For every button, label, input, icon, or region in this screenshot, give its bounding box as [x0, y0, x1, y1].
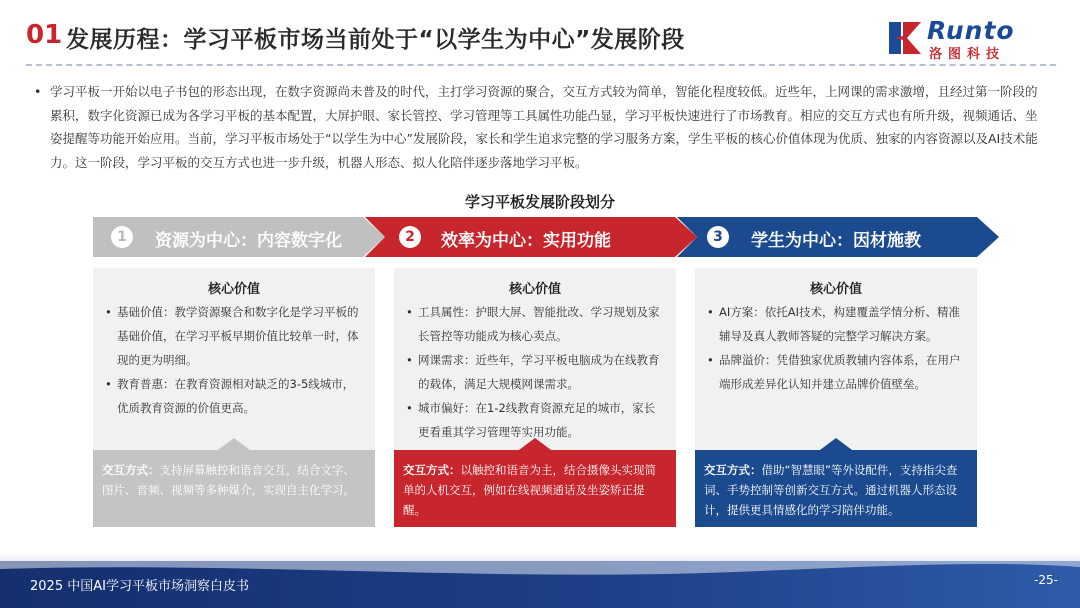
stage-2-header [365, 217, 697, 257]
interaction-text [704, 460, 968, 520]
page-footer [0, 561, 1080, 608]
interaction-text [403, 460, 667, 520]
pointer-triangle [820, 438, 852, 450]
list-item: • 基础价值：教学资源聚合和数字化是学习平板的基础价值，在学习平板早期价值比较单一时，体现的更为明细。 [105, 305, 359, 367]
list-item-text: 工具属性：护眼大屏、智能批改、学习规划及家长管控等功能成为核心卖点。 [418, 305, 660, 343]
intro-text: 学习平板一开始以电子书包的形态出现，在数字资源尚未普及的时代，主打学习资源的聚合，交互方式较为简单，智能化程度较低。近些年，上网课的需求激增，且经过第一阶段的累积，数字化资源已成为各学习平板的基本配置，大屏护眼、家长管控、学习管理等工具属性功能凸显，学习平板快速进行了市场教育。相应的交互方式也有所升级，视频通话、坐姿提醒等功能开始应用。当前，学习平板市场处于“以学生为中心”发展阶段，家长和学生追求完整的学习服务方案，学生平板的核心价值体现为优质、独家的内容资源以及AI技术能力。这一阶段，学习平板的交互方式也进一步升级，机器人形态、拟人化陪伴逐步落地学习平板。 [50, 84, 1038, 170]
section-number: 01 [26, 20, 63, 50]
logo-mark-icon [887, 20, 923, 56]
bullet-icon: • [34, 84, 42, 99]
interaction-description: 以触控和语音为主，结合摄像头实现简单的人机交互，例如在线视频通话及坐姿矫正提醒。 [403, 463, 656, 517]
stage-2-number: 2 [399, 226, 421, 248]
header-divider [26, 64, 1056, 66]
stage-1-card [93, 268, 375, 527]
stage-2-label: 效率为中心：实用功能 [441, 231, 611, 251]
value-list [404, 300, 666, 444]
stage-3-number: 3 [707, 226, 729, 248]
intro-paragraph [34, 80, 1044, 174]
brand-logo [887, 18, 1052, 60]
page-title: 发展历程：学习平板市场当前处于“以学生为中心”发展阶段 [66, 27, 685, 53]
stage-3-label: 学生为中心：因材施教 [751, 231, 921, 251]
stage-3-card [695, 268, 977, 527]
list-item-text: 基础价值：教学资源聚合和数字化是学习平板的基础价值，在学习平板早期价值比较单一时，体现的更为明细。 [117, 305, 359, 367]
interaction-description: 支持屏幕触控和语音交互，结合文字、图片、音频、视频等多种媒介，实现自主化学习。 [102, 463, 355, 497]
list-item: • AI方案：依托AI技术，构建覆盖学情分析、精准辅导及真人教师答疑的完整学习解决方案。 [707, 305, 961, 343]
stage-3-header [677, 217, 999, 257]
interaction-label: 交互方式： [403, 463, 461, 477]
list-item: • 城市偏好：在1-2线教育资源充足的城市，家长更看重其学习管理等实用功能。 [406, 401, 656, 439]
interaction-description: 借助“智慧眼”等外设配件，支持指尖查词、手势控制等创新交互方式。通过机器人形态设计，提供更具情感化的学习陪伴功能。 [704, 463, 958, 517]
interaction-panel [394, 450, 676, 527]
stage-2-card [394, 268, 676, 527]
logo-text-en: Runto [927, 16, 1015, 45]
interaction-label: 交互方式： [704, 463, 762, 477]
stage-1-number: 1 [111, 226, 133, 248]
page-number: -25- [1034, 573, 1058, 587]
list-item: • 网课需求：近些年，学习平板电脑成为在线教育的载体，满足大规模网课需求。 [406, 353, 660, 391]
list-item: • 品牌溢价：凭借独家优质教辅内容体系，在用户端形成差异化认知并建立品牌价值壁垒。 [707, 353, 961, 391]
pointer-triangle [519, 438, 551, 450]
pointer-triangle [218, 438, 250, 450]
list-item: • 教育普惠：在教育资源相对缺乏的3-5线城市，优质教育资源的价值更高。 [105, 377, 355, 415]
logo-text-cn: 洛图科技 [929, 47, 1006, 62]
card-title: 核心价值 [207, 282, 260, 297]
value-list [705, 300, 967, 396]
footer-report-title: 2025 中国AI学习平板市场洞察白皮书 [30, 579, 249, 594]
interaction-label: 交互方式： [102, 463, 160, 477]
stage-1-header [93, 217, 385, 257]
list-item-text: 教育普惠：在教育资源相对缺乏的3-5线城市，优质教育资源的价值更高。 [117, 377, 355, 415]
value-list [103, 300, 365, 420]
list-item: • 工具属性：护眼大屏、智能批改、学习规划及家长管控等功能成为核心卖点。 [406, 305, 660, 343]
stage-1-label: 资源为中心：内容数字化 [155, 231, 342, 251]
stage-section-title: 学习平板发展阶段划分 [464, 193, 615, 211]
interaction-panel [93, 450, 375, 527]
card-title: 核心价值 [809, 282, 862, 297]
list-item-text: 网课需求：近些年，学习平板电脑成为在线教育的载体，满足大规模网课需求。 [418, 353, 660, 391]
list-item-text: 城市偏好：在1-2线教育资源充足的城市，家长更看重其学习管理等实用功能。 [418, 401, 656, 439]
list-item-text: AI方案：依托AI技术，构建覆盖学情分析、精准辅导及真人教师答疑的完整学习解决方案。 [719, 305, 961, 343]
page-header [0, 0, 1080, 72]
list-item-text: 品牌溢价：凭借独家优质教辅内容体系，在用户端形成差异化认知并建立品牌价值壁垒。 [719, 353, 961, 391]
interaction-text [102, 460, 366, 500]
card-title: 核心价值 [508, 282, 561, 297]
interaction-panel [695, 450, 977, 527]
